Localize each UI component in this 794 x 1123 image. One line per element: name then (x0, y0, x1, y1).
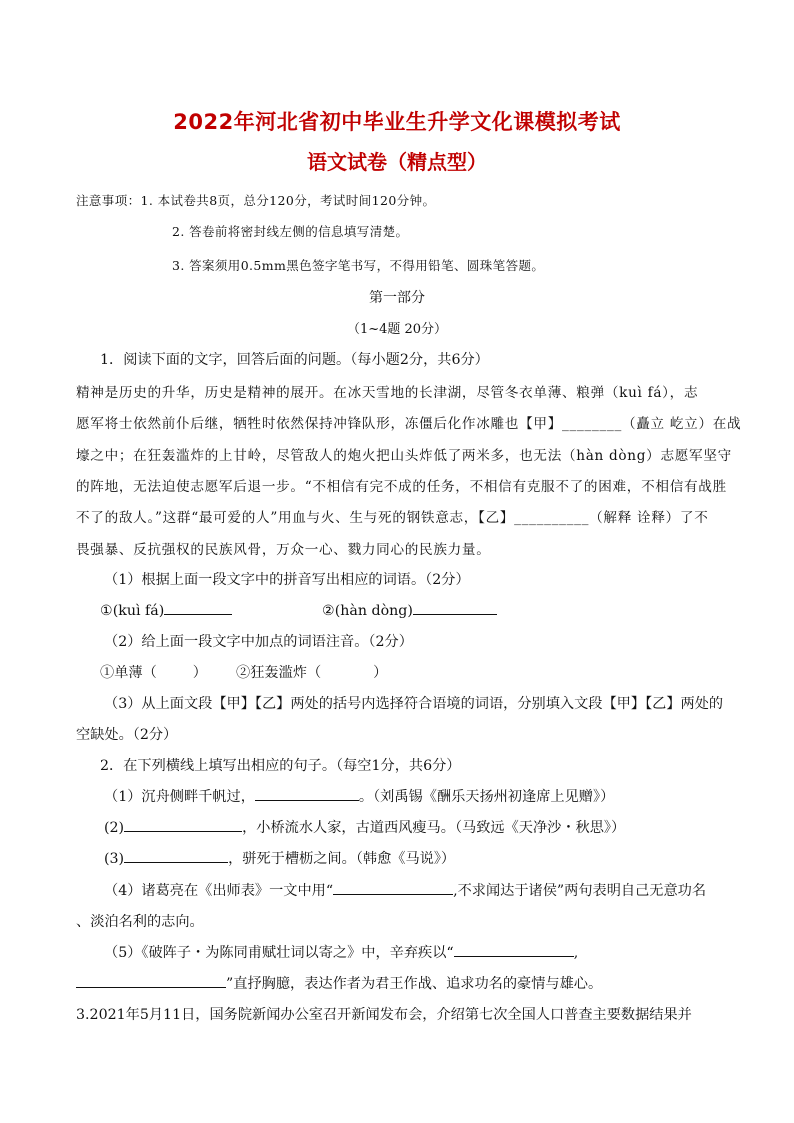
poem-fill-1 (104, 786, 614, 806)
passage-line: 畏强暴、反抗强权的民族风骨，万众一心、戮力同心的民族力量。 (76, 542, 491, 558)
poem-fill-4 (104, 880, 706, 900)
passage-line: 不了的敌人。”这群“最可爱的人”用血与火、生与死的钢铁意志，【乙】__________（解释 诠释）了不 (76, 510, 709, 526)
poem-1-source: 。（刘禹锡《酬乐天扬州初逢席上见赠》） (358, 789, 615, 805)
poem-1-text: （1）沉舟侧畔千帆过， (104, 789, 255, 805)
poem-2-num: (2) (104, 820, 125, 836)
paren-close: ） (373, 665, 388, 681)
phonetic-label-1: ①单薄（ (100, 665, 157, 681)
answer-blank[interactable] (333, 880, 453, 895)
question-2-stem: 2．在下列横线上填写出相应的句子。（每空1分，共6分） (100, 758, 461, 774)
passage-line: 精神是历史的升华，历史是精神的展开。在冰天雪地的长津湖，尽管冬衣单薄、粮弹（kuì fá），志 (76, 385, 699, 401)
section-heading: 第一部分 (369, 290, 425, 306)
answer-blank[interactable] (164, 600, 232, 615)
poem-2-text: ，小桥流水人家，古道西风瘦马。（马致远《天净沙・秋思》） (242, 820, 626, 836)
question-1-stem: 1．阅读下面的文字，回答后面的问题。（每小题2分，共6分） (100, 352, 489, 368)
pinyin-answer-2 (322, 600, 497, 619)
question-1-sub-3-cont: 空缺处。（2分） (76, 727, 178, 743)
poem-3-text: ，骈死于槽枥之间。（韩愈《马说》） (228, 851, 456, 867)
phonetic-answer-1 (100, 662, 207, 682)
poem-3-num: (3) (104, 851, 125, 867)
answer-blank[interactable] (124, 817, 242, 832)
passage-line: 的阵地，无法迫使志愿军后退一步。“不相信有完不成的任务，不相信有克服不了的困难，不相信有战胜 (76, 479, 727, 495)
answer-blank[interactable] (255, 786, 359, 801)
question-1-sub-3: （3）从上面文段【甲】【乙】两处的括号内选择符合语境的词语，分别填入文段【甲】【乙】两处的 (104, 696, 724, 712)
poem-fill-2 (104, 817, 625, 837)
answer-blank[interactable] (124, 848, 228, 863)
poem-4-text-end: ,不求闻达于诸侯”两句表明自己无意功名 (453, 883, 707, 899)
answer-blank[interactable] (413, 600, 497, 615)
poem-4-text: （4）诸葛亮在《出师表》一文中用“ (104, 883, 334, 899)
poem-5-text: （5）《破阵子・为陈同甫赋壮词以寄之》中，辛弃疾以“ (104, 945, 454, 961)
pinyin-answer-1 (100, 600, 232, 619)
poem-5-comma: , (573, 945, 579, 961)
question-3-stem: 3.2021年5月11日，国务院新闻办公室召开新闻发布会，介绍第七次全国人口普查主要数据结果并 (76, 1007, 692, 1023)
exam-subtitle: 语文试卷（精点型） (307, 150, 487, 174)
poem-fill-5 (104, 942, 578, 962)
notice-line-3: 3. 答案须用0.5mm黑色签字笔书写，不得用铅笔、圆珠笔答题。 (172, 258, 545, 273)
poem-fill-5-cont (76, 973, 602, 993)
passage-line: 愿军将士依然前仆后继，牺牲时依然保持冲锋队形，冻僵后化作冰雕也【甲】________（矗立 屹立）在战 (76, 416, 742, 432)
phonetic-answer-2 (236, 662, 387, 682)
paren-close: ） (192, 665, 207, 681)
exam-title: 2022年河北省初中毕业生升学文化课模拟考试 (173, 110, 621, 134)
notice-line-1: 注意事项：1. 本试卷共8页，总分120分，考试时间120分钟。 (76, 193, 436, 208)
poem-5-text-end: ”直抒胸臆，表达作者为君王作战、追求功名的豪情与雄心。 (226, 976, 603, 992)
section-range: （1~4题 20分） (346, 322, 448, 337)
answer-blank[interactable] (454, 942, 574, 957)
question-1-sub-2: （2）给上面一段文字中加点的词语注音。（2分） (104, 634, 413, 650)
pinyin-label-2: ②(hàn dòng) (322, 603, 413, 619)
poem-fill-3 (104, 848, 455, 868)
notice-line-2: 2. 答卷前将密封线左侧的信息填写清楚。 (172, 224, 409, 239)
passage-line: 壕之中；在狂轰滥炸的上甘岭，尽管敌人的炮火把山头炸低了两米多，也无法（hàn dòng）志愿军坚守 (76, 448, 732, 464)
pinyin-label-1: ①(kuì fá) (100, 603, 165, 619)
phonetic-label-2: ②狂轰滥炸（ (236, 665, 322, 681)
poem-fill-4-cont: 、淡泊名利的志向。 (76, 914, 204, 930)
answer-blank[interactable] (76, 973, 226, 988)
question-1-sub-1: （1）根据上面一段文字中的拼音写出相应的词语。（2分） (104, 572, 470, 588)
